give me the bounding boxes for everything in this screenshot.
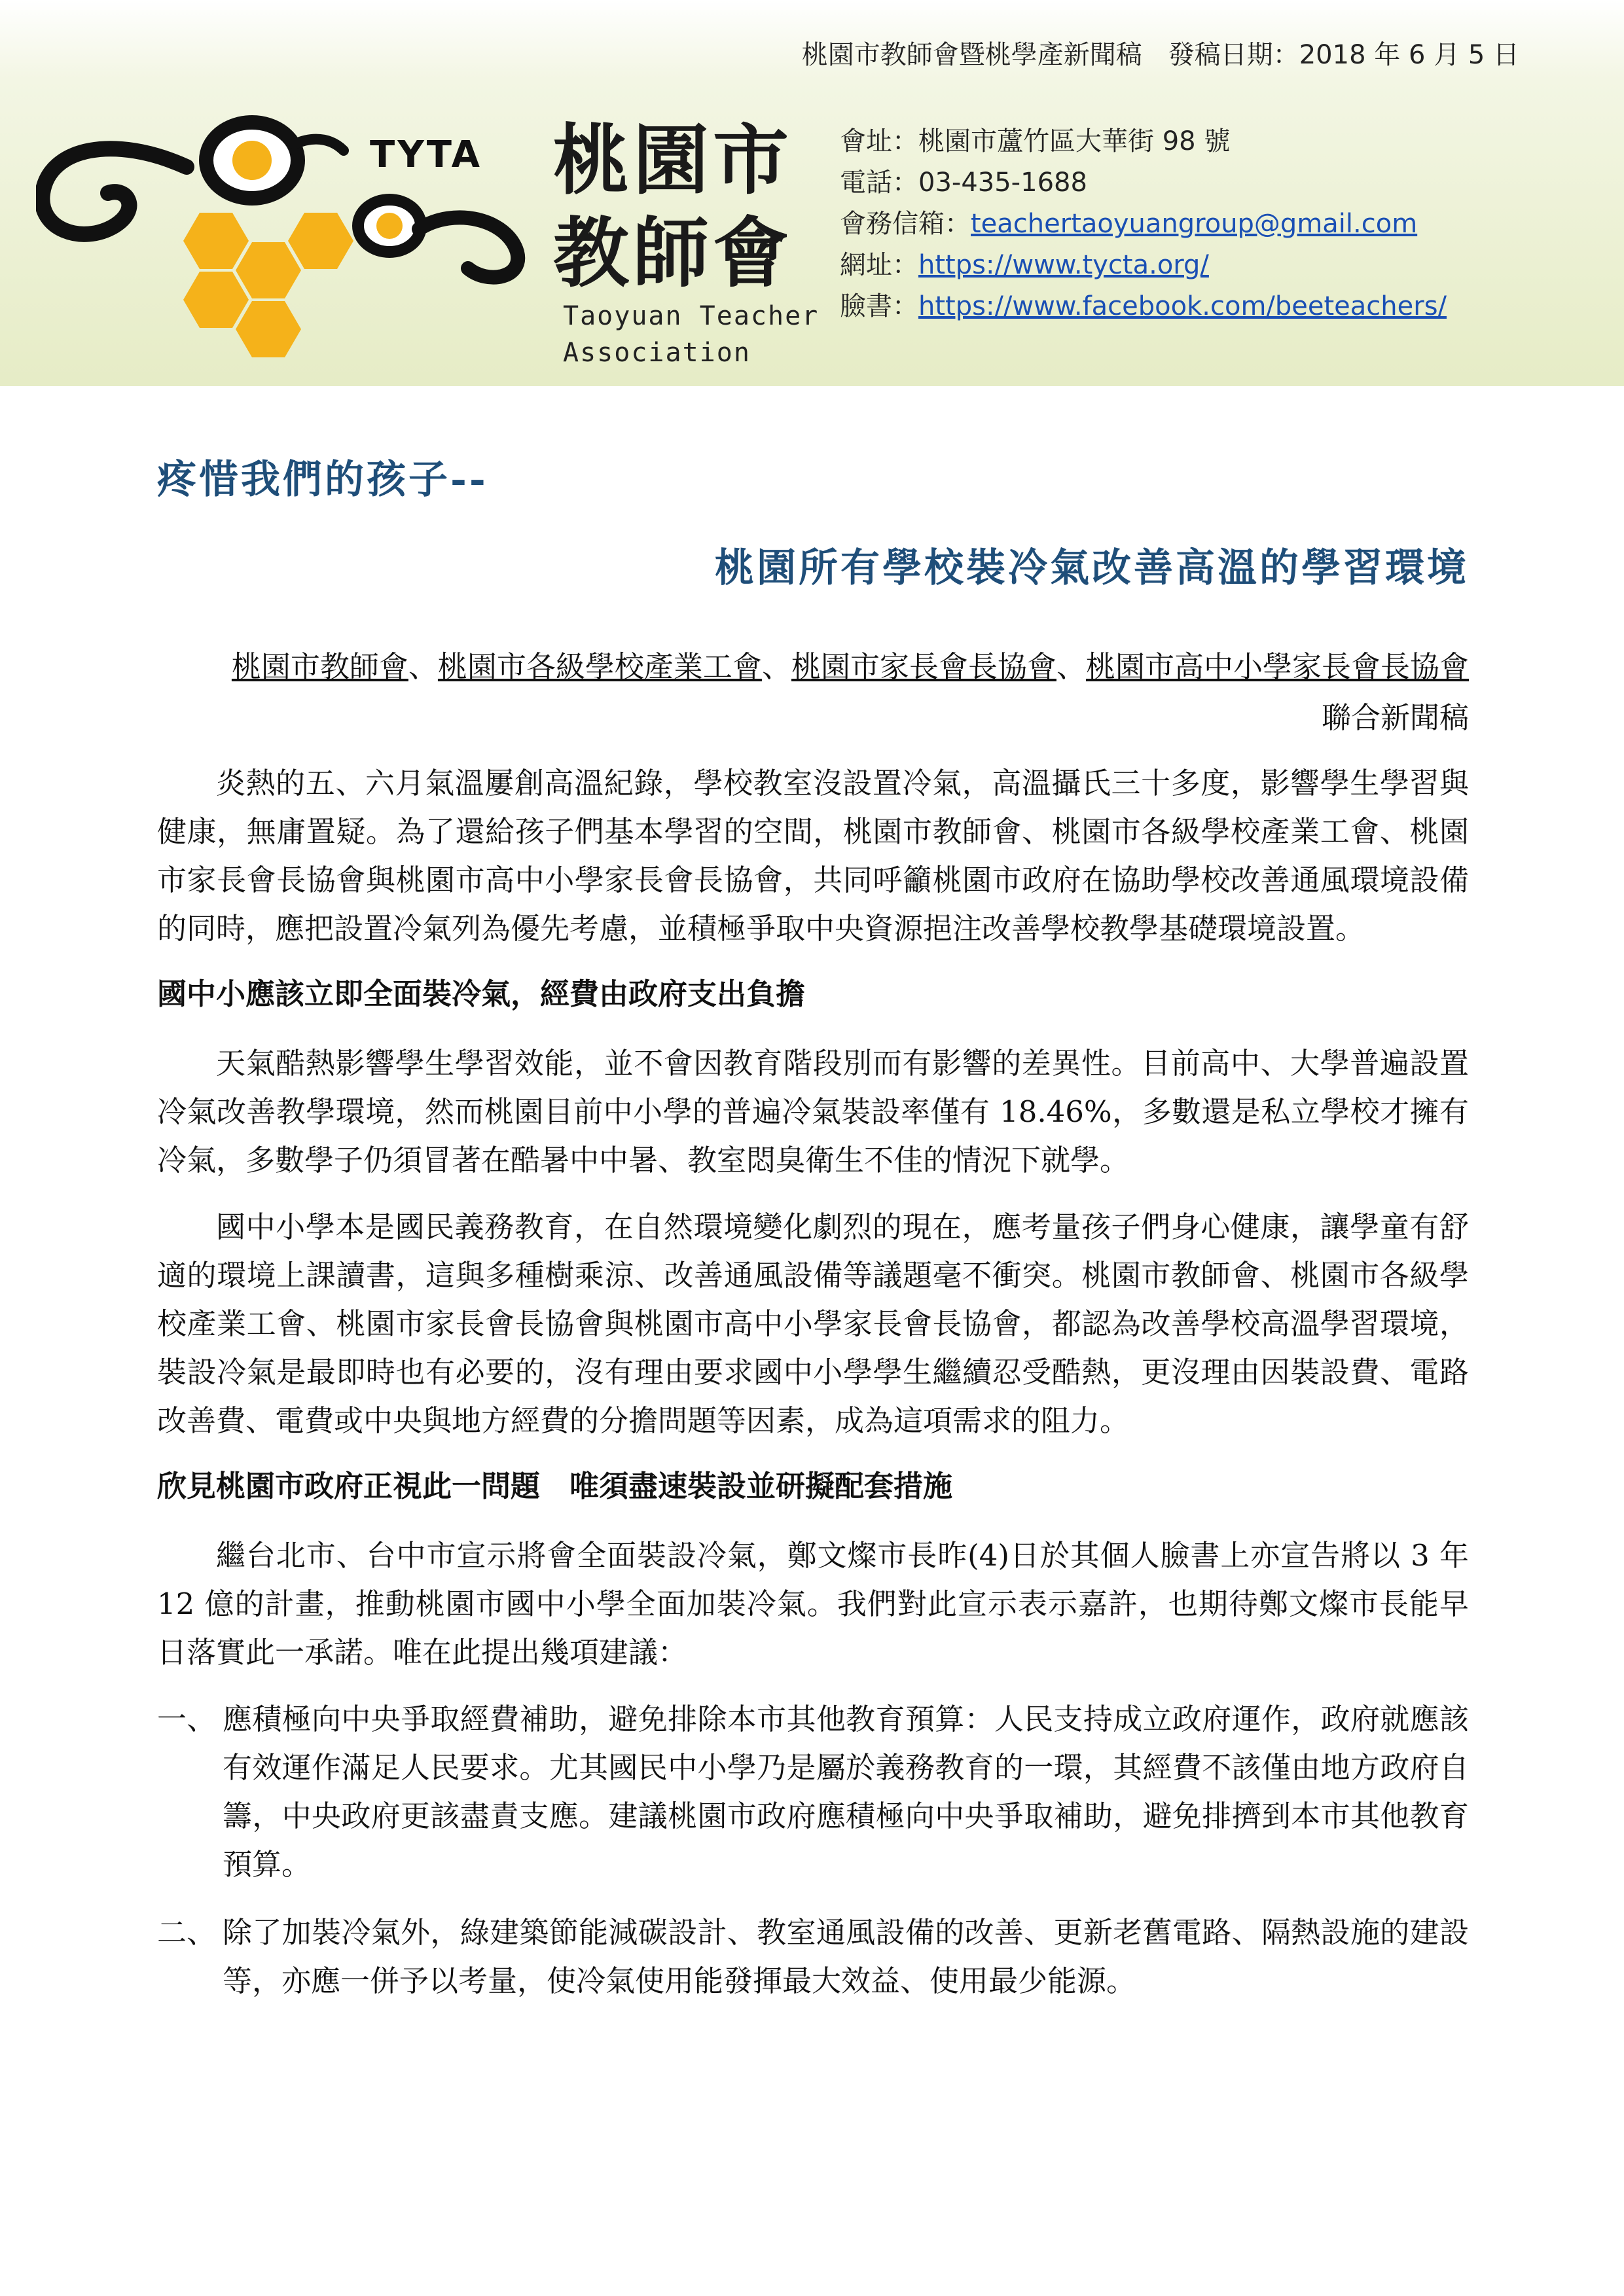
org-name-en-line2: Association bbox=[563, 338, 751, 368]
contact-address bbox=[840, 121, 1447, 162]
contact-website bbox=[840, 245, 1447, 286]
left-wing-icon bbox=[42, 149, 187, 234]
author-org-4: 桃園市高中小學家長會長協會 bbox=[1085, 649, 1469, 684]
contact-email bbox=[840, 204, 1447, 245]
section1-heading: 國中小應該立即全面裝冷氣，經費由政府支出負擔 bbox=[157, 977, 806, 1011]
address-label: 會址： bbox=[840, 126, 918, 156]
recommendation-number: 一、 bbox=[157, 1702, 217, 1736]
tyta-bee-logo bbox=[36, 88, 533, 363]
website-label: 網址： bbox=[840, 250, 918, 280]
section2-heading: 欣見桃園市政府正視此一問題 唯須盡速裝設並研擬配套措施 bbox=[157, 1469, 953, 1503]
phone-value: 03-435-1688 bbox=[918, 168, 1087, 198]
contact-phone bbox=[840, 162, 1447, 204]
email-label: 會務信箱： bbox=[840, 209, 971, 239]
author-sep-1: 、 bbox=[408, 649, 438, 684]
author-org-1: 桃園市教師會 bbox=[231, 649, 408, 684]
address-value: 桃園市蘆竹區大華街 98 號 bbox=[918, 126, 1231, 156]
recommendation-number: 二、 bbox=[157, 1915, 217, 1950]
org-name-line1: 桃園市 bbox=[553, 117, 793, 205]
article-body bbox=[157, 759, 1469, 2025]
recommendation-text: 除了加裝冷氣外，綠建築節能減碳設計、教室通風設備的改善、更新老舊電路、隔熱設施的建設等，亦應一併予以考量，使冷氣使用能發揮最大效益、使用最少能源。 bbox=[223, 1915, 1469, 1998]
article-authors bbox=[216, 641, 1469, 744]
author-org-3: 桃園市家長會長協會 bbox=[791, 649, 1056, 684]
right-wing-icon bbox=[419, 217, 518, 277]
contact-facebook bbox=[840, 286, 1447, 327]
author-sep-3: 、 bbox=[1056, 649, 1086, 684]
release-info-line bbox=[802, 34, 1519, 71]
facebook-link[interactable]: https://www.facebook.com/beeteachers/ bbox=[918, 291, 1447, 321]
article-title-line2: 桃園所有學校裝冷氣改善高溫的學習環境 bbox=[715, 545, 1469, 591]
recommendation-item bbox=[157, 1909, 1469, 2005]
section1-paragraph-1: 天氣酷熱影響學生學習效能，並不會因教育階段別而有影響的差異性。目前高中、大學普遍設置冷氣改善教學環境，然而桃園目前中小學的普遍冷氣裝設率僅有 18.46%，多數還是私立學校才擁有冷氣，多數學子仍須冒著在酷暑中中暑、教室悶臭衛生不佳的情況下就學。 bbox=[157, 1046, 1469, 1177]
facebook-label: 臉書： bbox=[840, 291, 918, 321]
intro-paragraph: 炎熱的五、六月氣溫屢創高溫紀錄，學校教室沒設置冷氣，高溫攝氏三十多度，影響學生學習與健康，無庸置疑。為了還給孩子們基本學習的空間，桃園市教師會、桃園市各級學校產業工會、桃園市家長會長協會與桃園市高中小學家長會長協會，共同呼籲桃園市政府在協助學校改善通風環境設備的同時，應把設置冷氣列為優先考慮，並積極爭取中央資源挹注改善學校教學基礎環境設置。 bbox=[157, 766, 1469, 946]
section1-paragraph-2: 國中小學本是國民義務教育，在自然環境變化劇烈的現在，應考量孩子們身心健康，讓學童有舒適的環境上課讀書，這與多種樹乘涼、改善通風設備等議題毫不衝突。桃園市教師會、桃園市各級學校產業工會、桃園市家長會長協會與桃園市高中小學家長會長協會，都認為改善學校高溫學習環境，裝設冷氣是最即時也有必要的，沒有理由要求國中小學學生繼續忍受酷熱，更沒理由因裝設費、電路改善費、電費或中央與地方經費的分擔問題等因素，成為這項需求的阻力。 bbox=[157, 1210, 1469, 1438]
phone-label: 電話： bbox=[840, 168, 918, 198]
contact-info bbox=[840, 121, 1447, 327]
author-sep-2: 、 bbox=[761, 649, 791, 684]
org-name-en-line1: Taoyuan Teacher bbox=[563, 301, 820, 331]
org-name-line2: 教師會 bbox=[553, 209, 793, 298]
recommendation-text: 應積極向中央爭取經費補助，避免排除本市其他教育預算：人民支持成立政府運作，政府就應該有效運作滿足人民要求。尤其國民中小學乃是屬於義務教育的一環，其經費不該僅由地方政府自籌，中央政府更該盡責支應。建議桃園市政府應積極向中央爭取補助，避免排擠到本市其他教育預算。 bbox=[223, 1702, 1469, 1882]
author-suffix: 聯合新聞稿 bbox=[1321, 700, 1469, 735]
honeycomb-icon bbox=[183, 213, 353, 357]
org-name-english bbox=[563, 298, 819, 371]
author-org-2: 桃園市各級學校產業工會 bbox=[437, 649, 762, 684]
email-link[interactable]: teachertaoyuangroup@gmail.com bbox=[971, 209, 1418, 239]
recommendation-item bbox=[157, 1695, 1469, 1889]
release-org: 桃園市教師會暨桃學產新聞稿 bbox=[801, 40, 1142, 70]
logo-acronym: TYTA bbox=[370, 134, 482, 176]
release-date: 發稿日期：2018 年 6 月 5 日 bbox=[1168, 40, 1519, 70]
org-name-block bbox=[553, 115, 793, 300]
article-title-line1: 疼惜我們的孩子-- bbox=[157, 457, 488, 503]
website-link[interactable]: https://www.tycta.org/ bbox=[918, 250, 1209, 280]
section2-paragraph-1: 繼台北市、台中市宣示將會全面裝設冷氣，鄭文燦市長昨(4)日於其個人臉書上亦宣告將以 3 年 12 億的計畫，推動桃園市國中小學全面加裝冷氣。我們對此宣示表示嘉許，也期待鄭文燦市長能早日落實此一承諾。唯在此提出幾項建議： bbox=[157, 1538, 1469, 1670]
